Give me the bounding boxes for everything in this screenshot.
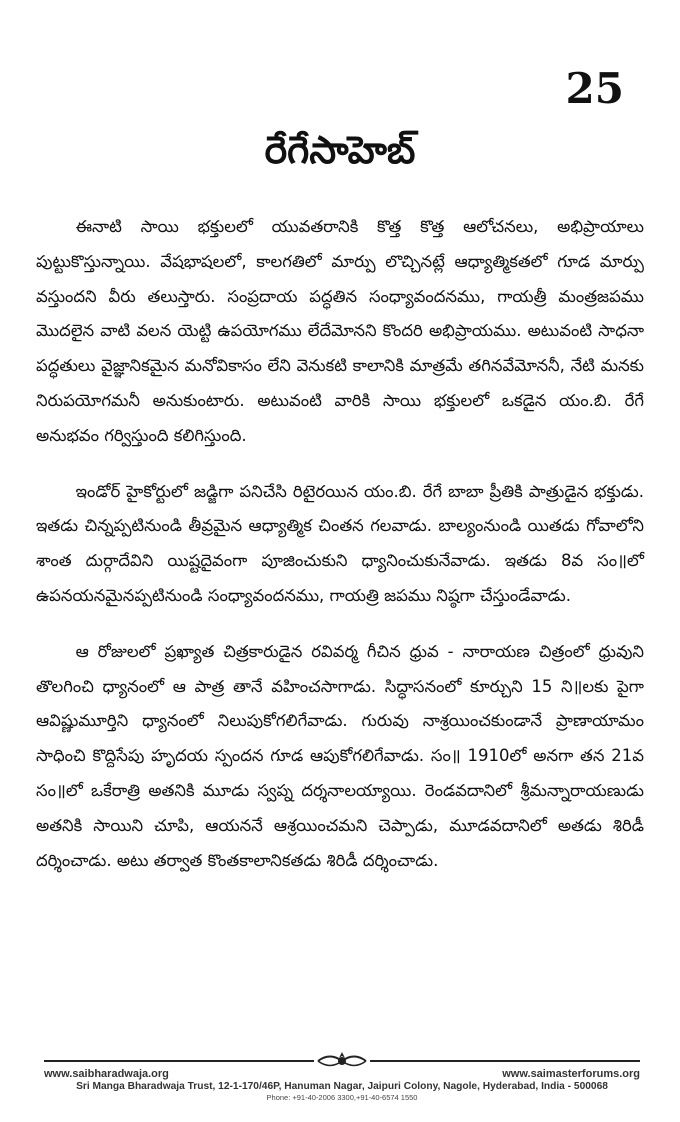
website-link-right[interactable]: www.saimasterforums.org	[502, 1068, 640, 1080]
paragraph-2: ఇండోర్ హైకోర్టులో జడ్జిగా పనిచేసి రిటైరయిన యం.బి. రేగే బాబా ప్రీతికి పాత్రుడైన భక్తుడు. ఇతడు చిన్నప్పటినుండి తీవ్రమైన ఆధ్యాత్మిక చింతన గలవాడు. బాల్యంనుండి యితడు గోవాలోని శాంత దుర్గాదేవిని యిష్టదైవంగా పూజించుకుని ధ్యానించుకునేవాడు. ఇతడు 8వ సం॥లో ఉపనయనమైనప్పటినుండి సంధ్యావందనము, గాయత్రి జపము నిష్ఠగా చేస్తుండేవాడు.	[36, 481, 644, 605]
body-text	[36, 210, 644, 899]
paragraph-3: ఆ రోజులలో ప్రఖ్యాత చిత్రకారుడైన రవివర్మ గీచిన ధ్రువ - నారాయణ చిత్రంలో ధ్రువుని తొలగించి ధ్యానంలో ఆ పాత్ర తానే వహించసాగాడు. సిద్ధాసనంలో కూర్చుని 15 ని॥లకు పైగా ఆవిష్ణుమూర్తిని ధ్యానంలో నిలుపుకోగలిగేవాడు. గురువు నాశ్రయించకుండానే ప్రాణాయామం సాధించి కొద్దిసేపు హృదయ స్పందన గూడ ఆపుకోగలిగేవాడు. సం॥ 1910లో అనగా తన 21వ సం॥లో ఒకేరాత్రి అతనికి మూడు స్వప్న దర్శనాలయ్యాయి. రెండవదానిలో శ్రీమన్నారాయణుడు అతనికి సాయిని చూపి, ఆయననే ఆశ్రయించమని చెప్పాడు, మూడవదానిలో అతడు శిరిడీ దర్శించాడు. అటు తర్వాత కొంతకాలానికతడు శిరిడీ దర్శించాడు.	[36, 641, 644, 870]
chapter-title: రేగేసాహెబ్	[264, 128, 416, 172]
ornament-icon	[314, 1050, 370, 1072]
phone-numbers: Phone: +91-40-2006 3300,+91-40-6574 1550	[266, 1093, 418, 1102]
website-link-left[interactable]: www.saibharadwaja.org	[44, 1068, 169, 1080]
trust-address: Sri Manga Bharadwaja Trust, 12-1-170/46P, Hanuman Nagar, Jaipuri Colony, Nagole, Hyderabad, India - 500068	[76, 1081, 608, 1092]
paragraph-1: ఈనాటి సాయి భక్తులలో యువతరానికి కొత్త కొత్త ఆలోచనలు, అభిప్రాయాలు పుట్టుకొస్తున్నాయి. వేషభాషలలో, కాలగతిలో మార్పు లొచ్చినట్లే ఆధ్యాత్మికతలో గూడ మార్పు వస్తుందని వీరు తలుస్తారు. సంప్రదాయ పద్ధతిన సంధ్యావందనము, గాయత్రీ మంత్రజపము మొదలైన వాటి వలన యెట్టి ఉపయోగము లేదేమోనని కొందరి అభిప్రాయము. అటువంటి సాధనా పద్ధతులు వైజ్ఞానికమైన మనోవికాసం లేని వెనుకటి కాలానికి మాత్రమే తగినవేమోననీ, నేటి మనకు నిరుపయోగమనీ అనుకుంటారు. అటువంటి వారికి సాయి భక్తులలో ఒకడైన యం.బి. రేగే అనుభవం గర్విస్తుంది కలిగిస్తుంది.	[36, 217, 644, 445]
page-footer	[44, 1060, 640, 1102]
chapter-number: 25	[565, 64, 624, 113]
